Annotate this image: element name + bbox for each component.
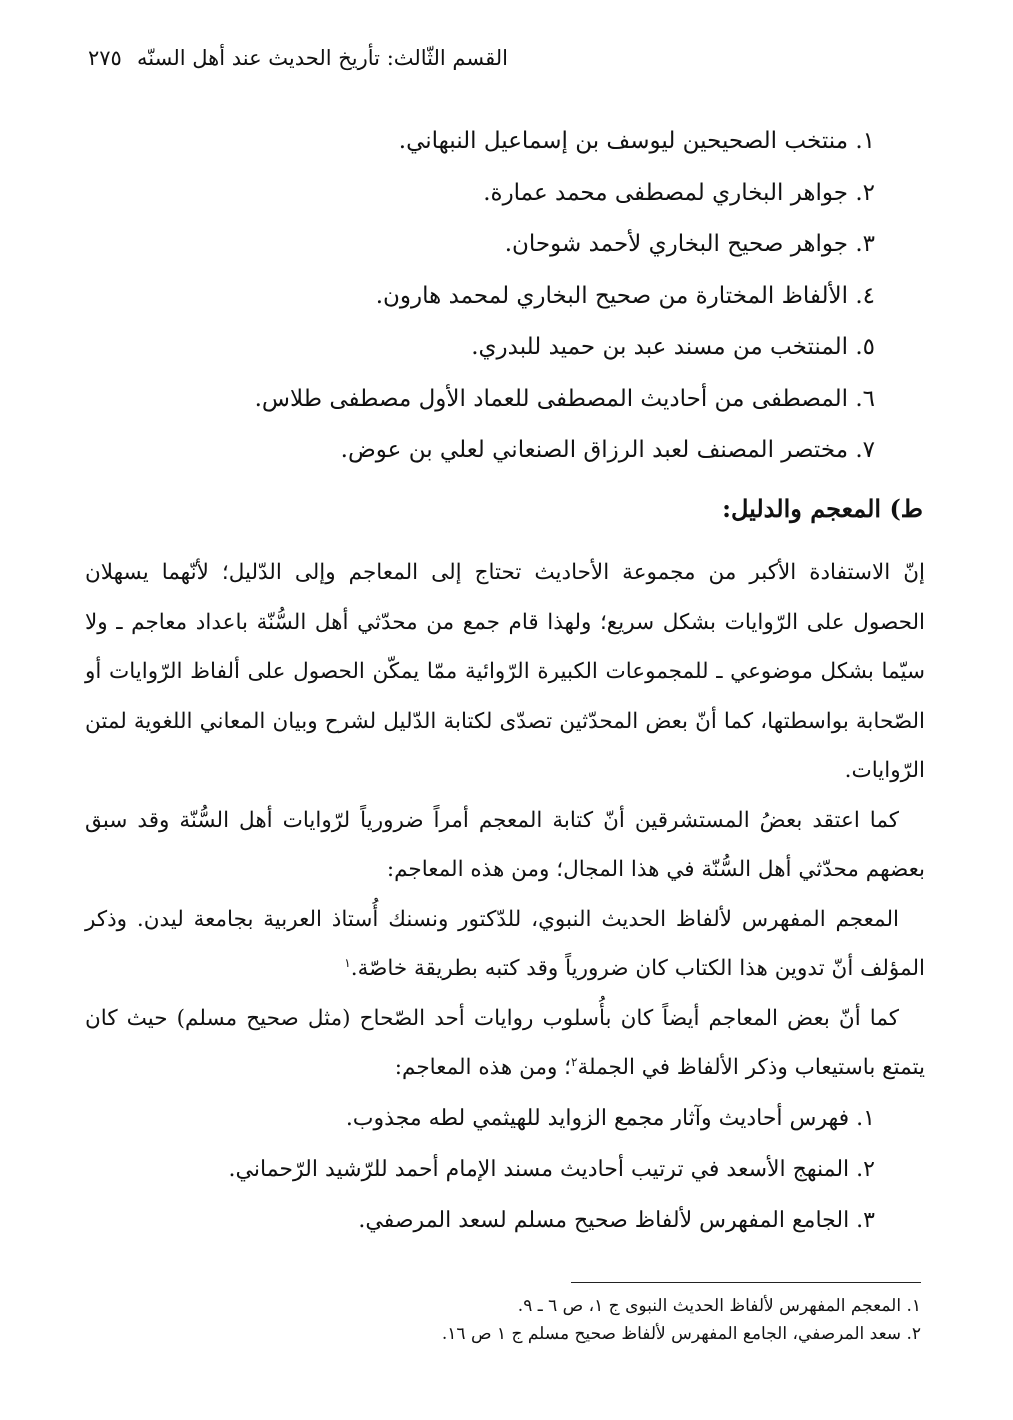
- list-item: ٣. جواهر صحيح البخاري لأحمد شوحان.: [504, 231, 875, 257]
- list-item: ٣. الجامع المفهرس لألفاظ صحيح مسلم لسعد المرصفي.: [358, 1207, 875, 1233]
- list-item: ١. منتخب الصحيحين ليوسف بن إسماعيل النبهاني.: [398, 128, 875, 154]
- paragraph: [85, 895, 925, 994]
- body-text: [85, 548, 925, 1246]
- paragraph: كما اعتقد بعضُ المستشرقين أنّ كتابة المعجم أمراً ضرورياً لرّوايات أهل السُّنّة وقد سبق بعضهم محدّثي أهل السُّنّة في هذا المجال؛ ومن هذه المعاجم:: [85, 807, 925, 882]
- section-heading: ط) المعجم والدليل:: [722, 494, 923, 523]
- paragraph: إنّ الاستفادة الأكبر من مجموعة الأحاديث تحتاج إلى المعاجم وإلى الدّليل؛ لأنّهما يسهلان الحصول على الرّوايات بشكل سريع؛ ولهذا قام جمع من محدّثي أهل السُّنّة باعداد معاجم ـ ولا سيّما بشكل موضوعي ـ للمجموعات الكبيرة الرّوائية ممّا يمكّن الحصول على ألفاظ الرّوايات أو الصّحابة بواسطتها، كما أنّ بعض المحدّثين تصدّى لكتابة الدّليل لشرح وبيان المعاني اللغوية لمتن الرّوايات.: [85, 560, 925, 783]
- paragraph-text: كما أنّ بعض المعاجم أيضاً كان بأُسلوب روايات أحد الصّحاح (مثل صحيح مسلم) حيث كان يتمتع باستيعاب وذكر الألفاظ في الجملة: [85, 1005, 925, 1080]
- footnote-divider: [571, 1282, 921, 1283]
- footnote: ١. المعجم المفهرس لألفاظ الحديث النبوى ج ١، ص ٦ ـ ٩.: [517, 1296, 921, 1316]
- paragraph: [85, 994, 925, 1093]
- footnotes: [221, 1292, 921, 1348]
- list-item: ٤. الألفاظ المختارة من صحيح البخاري لمحمد هارون.: [375, 282, 875, 309]
- list-item: ٢. جواهر البخاري لمصطفى محمد عمارة.: [483, 179, 875, 206]
- footnote-ref: ٢: [571, 1054, 578, 1069]
- paragraph-text: ؛ ومن هذه المعاجم:: [394, 1055, 572, 1080]
- footnote-ref: ١: [344, 955, 351, 970]
- paragraph-text: المعجم المفهرس لألفاظ الحديث النبوي، للدّكتور ونسنك أُستاذ العربية بجامعة ليدن. وذكر المؤلف أنّ تدوين هذا الكتاب كان ضرورياً وقد كتبه بطريقة خاصّة.: [85, 906, 925, 981]
- list-item: ٥. المنتخب من مسند عبد بن حميد للبدري.: [471, 334, 875, 360]
- running-header: [88, 38, 508, 78]
- list-item: ٢. المنهج الأسعد في ترتيب أحاديث مسند الإمام أحمد للرّشيد الرّحماني.: [228, 1156, 875, 1182]
- page-number: ٢٧٥: [88, 46, 122, 70]
- running-title: القسم الثّالث: تأريخ الحديث عند أهل السنّه: [136, 46, 508, 70]
- list-item: ٧. مختصر المصنف لعبد الرزاق الصنعاني لعلي بن عوض.: [340, 437, 875, 463]
- footnote: ٢. سعد المرصفي، الجامع المفهرس لألفاظ صحيح مسلم ج ١ ص ١٦.: [441, 1324, 921, 1344]
- list-item: ١. فهرس أحاديث وآثار مجمع الزوايد للهيثمي لطه مجذوب.: [345, 1105, 875, 1131]
- concordances-list: [85, 1093, 925, 1246]
- abridgements-list: [115, 116, 875, 477]
- list-item: ٦. المصطفى من أحاديث المصطفى للعماد الأول مصطفى طلاس.: [254, 385, 875, 412]
